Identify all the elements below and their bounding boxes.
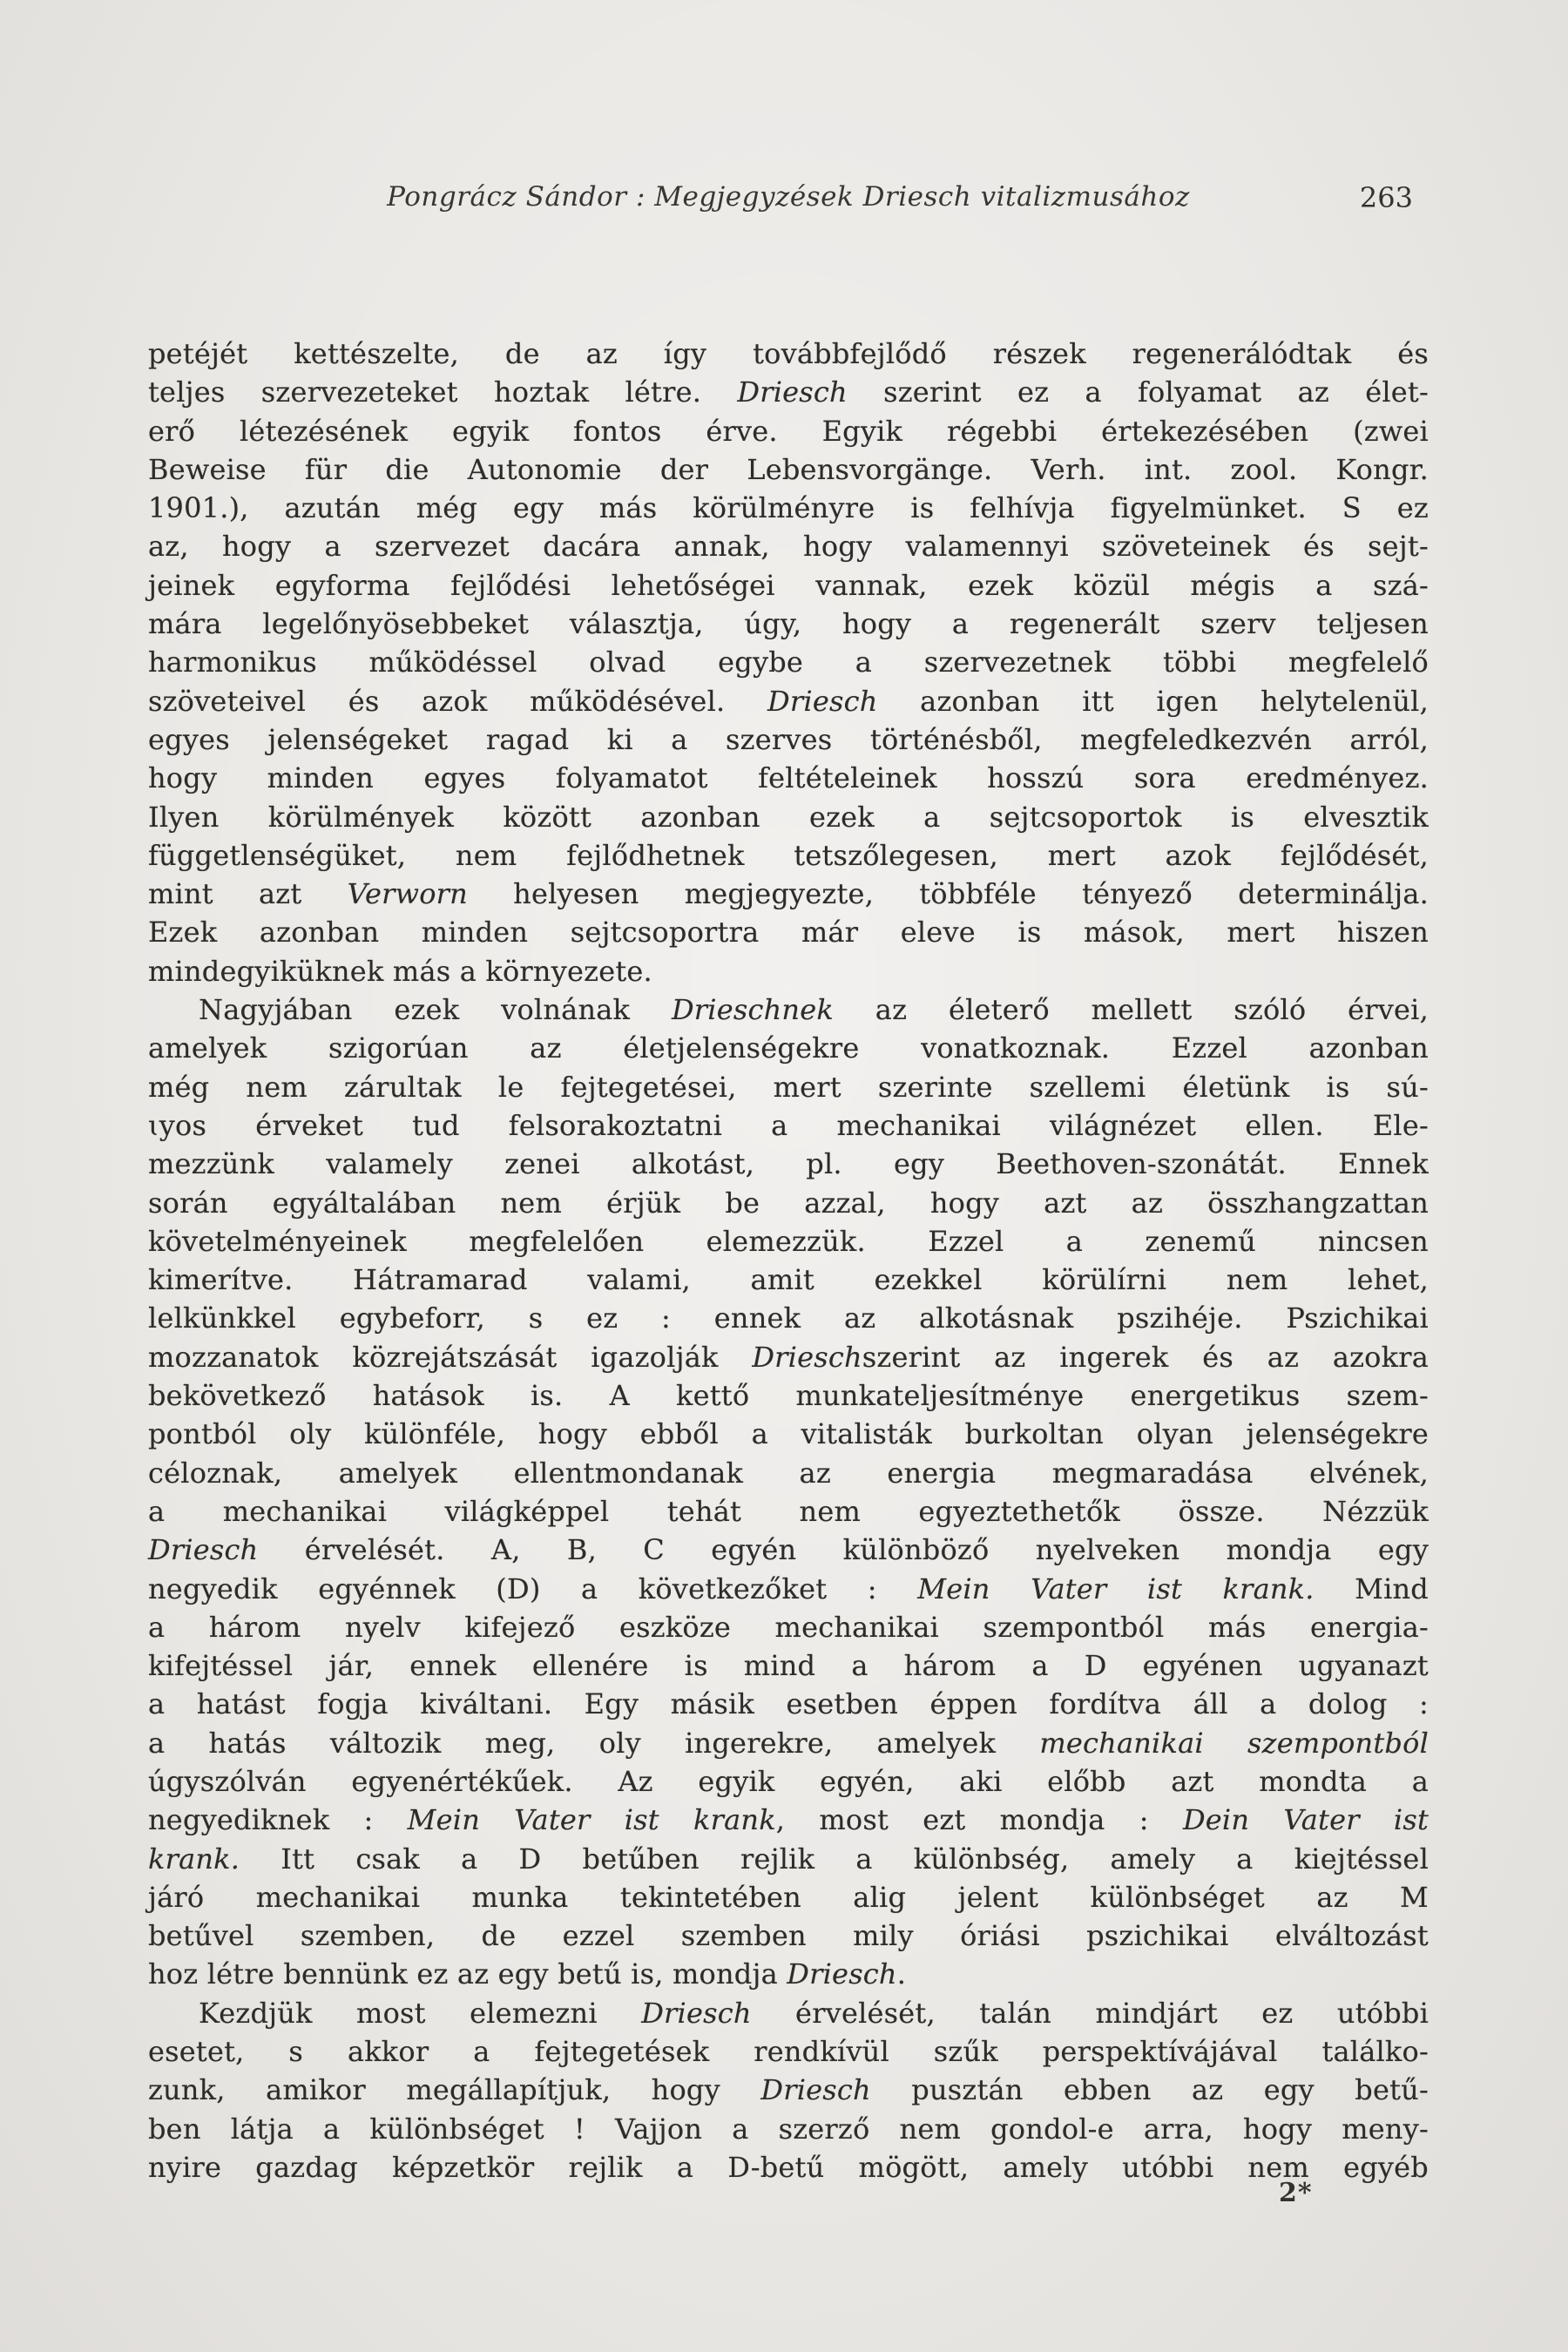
text-run: az életerő mellett szóló érvei, [833, 993, 1429, 1027]
text-line [148, 1029, 1429, 1067]
text-run: lelkünkkel egybeforr, s ez : ennek az alkotásnak pszihéje. Pszichikai [148, 1301, 1429, 1335]
text-line [148, 798, 1429, 836]
text-run: petéjét kettészelte, de az így továbbfejlődő részek regenerálódtak és [148, 337, 1429, 370]
text-run: kimerítve. Hátramarad valami, amit ezekkel körülírni nem lehet, [148, 1263, 1429, 1297]
text-line [148, 1916, 1429, 1955]
text-run: Driesch [760, 2073, 871, 2107]
text-line [148, 720, 1429, 759]
text-line [148, 2071, 1429, 2109]
text-run: mechanikai szempontból [1039, 1726, 1429, 1760]
text-run: a mechanikai világképpel tehát nem egyeztethetők össze. Nézzük [148, 1494, 1429, 1528]
text-run: pusztán ebben az egy betű- [870, 2073, 1429, 2107]
text-line [148, 1068, 1429, 1106]
text-line [148, 335, 1429, 373]
text-line [148, 1106, 1429, 1145]
text-line [148, 527, 1429, 565]
running-header [148, 181, 1429, 225]
text-run: Drieschnek [671, 993, 834, 1027]
text-line [148, 1724, 1429, 1762]
text-line [148, 1376, 1429, 1415]
text-run: helyesen megjegyezte, többféle tényező determinálja. [467, 877, 1429, 911]
page-body [148, 335, 1429, 2186]
text-run: kifejtéssel jár, ennek ellenére is mind a három a D egyénen ugyanazt [148, 1649, 1429, 1683]
text-run: Ezek azonban minden sejtcsoportra már eleve is mások, mert hiszen [148, 916, 1429, 950]
text-run: mindegyiküknek más a környezete. [148, 954, 652, 988]
text-run: esetet, s akkor a fejtegetések rendkívül szűk perspektívájával találko- [148, 2035, 1429, 2069]
text-run: Ilyen körülmények között azonban ezek a sejtcsoportok is elvesztik [148, 800, 1429, 834]
text-line [148, 952, 1429, 990]
text-run: betűvel szemben, de ezzel szemben mily óriási pszichikai elváltozást [148, 1919, 1429, 1953]
text-run: a hatás változik meg, oly ingerekre, amelyek [148, 1726, 1040, 1760]
text-run: Driesch [148, 1533, 259, 1567]
text-run: céloznak, amelyek ellentmondanak az energia megmaradása elvének, [148, 1456, 1429, 1490]
text-line [148, 1260, 1429, 1299]
text-run: mezzünk valamely zenei alkotást, pl. egy Beethoven-szonátát. Ennek [148, 1147, 1429, 1181]
text-run: Kezdjük most elemezni [199, 1996, 642, 2030]
text-line [148, 913, 1429, 951]
text-run: Driesch [641, 1996, 752, 2030]
text-line [148, 566, 1429, 605]
text-line [148, 643, 1429, 681]
text-line [148, 1492, 1429, 1531]
text-run: Dein Vater ist [1182, 1803, 1429, 1837]
text-run: Itt csak a D betűben rejlik a különbség, amely a kiejtéssel [240, 1842, 1429, 1876]
text-line [148, 836, 1429, 875]
text-line [148, 1878, 1429, 1916]
text-line [148, 682, 1429, 720]
text-line [148, 759, 1429, 797]
text-run: érvelését, talán mindjárt ez utóbbi [751, 1996, 1429, 2030]
text-run: . [896, 1957, 907, 1991]
text-line [148, 450, 1429, 489]
text-run: amelyek szigorúan az életjelenségekre vonatkoznak. Ezzel azonban [148, 1031, 1429, 1065]
text-run: mára legelőnyösebbeket választja, úgy, hogy a regenerált szerv teljesen [148, 607, 1429, 641]
text-line [148, 1338, 1429, 1376]
text-run: bekövetkező hatások is. A kettő munkateljesítménye energetikus szem- [148, 1379, 1429, 1413]
text-run: hogy minden egyes folyamatot feltételeinek hosszú sora eredményez. [148, 761, 1429, 795]
text-line [148, 1299, 1429, 1337]
text-line [148, 1994, 1429, 2032]
text-run: Driesch [737, 375, 848, 409]
text-run: során egyáltalában nem érjük be azzal, hogy azt az összhangzattan [148, 1186, 1429, 1220]
text-run: egyes jelenségeket ragad ki a szerves történésből, megfeledkezvén arról, [148, 722, 1429, 756]
text-run: Beweise für die Autonomie der Lebensvorgänge. Verh. int. zool. Kongr. [148, 452, 1429, 486]
text-run: 1901.), azután még egy más körülményre is felhívja figyelmünket. S ez [148, 491, 1429, 525]
text-run: a hatást fogja kiváltani. Egy másik esetben éppen fordítva áll a dolog : [148, 1687, 1429, 1721]
text-run: nyire gazdag képzetkör rejlik a D-betű mögött, amely utóbbi nem egyéb [148, 2150, 1429, 2184]
text-line [148, 990, 1429, 1029]
text-line [148, 1762, 1429, 1801]
text-line [148, 605, 1429, 643]
text-run: ben látja a különbséget ! Vajjon a szerző nem gondol-e arra, hogy meny- [148, 2112, 1429, 2146]
text-line [148, 1955, 1429, 1993]
text-run: Driesch [752, 1340, 862, 1374]
text-line [148, 1608, 1429, 1646]
text-run: erő létezésének egyik fontos érve. Egyik régebbi értekezésében (zwei [148, 414, 1429, 448]
text-run: azonban itt igen helytelenül, [877, 684, 1429, 718]
text-run: járó mechanikai munka tekintetében alig jelent különbséget az M [148, 1880, 1429, 1914]
header-title: Pongrácz Sándor : Megjegyzések Driesch vitalizmusához [387, 181, 1190, 213]
text-line [148, 1454, 1429, 1492]
signature-mark: 2* [1279, 2178, 1313, 2208]
text-line [148, 875, 1429, 913]
text-run: Driesch [787, 1957, 897, 1991]
text-run: Mein Vater ist krank. [917, 1571, 1315, 1605]
text-run: harmonikus működéssel olvad egybe a szervezetnek többi megfelelő [148, 645, 1429, 679]
text-run: krank. [148, 1842, 240, 1876]
text-line [148, 489, 1429, 527]
text-run: teljes szervezeteket hoztak létre. [148, 375, 738, 409]
text-run: jeinek egyforma fejlődési lehetőségei vannak, ezek közül mégis a szá- [148, 568, 1429, 602]
text-line [148, 373, 1429, 411]
text-run: követelményeinek megfelelően elemezzük. Ezzel a zenemű nincsen [148, 1224, 1429, 1258]
text-run: Mein Vater ist krank [407, 1803, 776, 1837]
text-line [148, 2148, 1429, 2186]
text-run: negyedik egyénnek (D) a következőket : [148, 1571, 918, 1605]
text-run: hoz létre bennünk ez az egy betű is, mondja [148, 1957, 787, 1991]
text-line [148, 1415, 1429, 1453]
text-line [148, 1801, 1429, 1839]
text-run: , most ezt mondja : [775, 1803, 1183, 1837]
text-line [148, 1646, 1429, 1685]
text-run: a három nyelv kifejező eszköze mechanikai szempontból más energia- [148, 1610, 1429, 1644]
text-run: ɩyos érveket tud felsorakoztatni a mechanikai világnézet ellen. Ele- [148, 1108, 1429, 1142]
text-run: úgyszólván egyenértékűek. Az egyik egyén, aki előbb azt mondta a [148, 1764, 1429, 1798]
text-run: negyediknek : [148, 1803, 408, 1837]
text-run: függetlenségüket, nem fejlődhetnek tetszőlegesen, mert azok fejlődését, [148, 838, 1429, 872]
text-run: érvelését. A, B, C egyén különböző nyelveken mondja egy [258, 1533, 1429, 1567]
text-run: Driesch [767, 684, 878, 718]
text-run: Mind [1314, 1571, 1429, 1605]
text-run: Verworn [347, 877, 468, 911]
text-line [148, 412, 1429, 450]
text-line [148, 2032, 1429, 2071]
text-run: Nagyjában ezek volnának [199, 993, 672, 1027]
text-line [148, 1184, 1429, 1222]
text-run: pontból oly különféle, hogy ebből a vitalisták burkoltan olyan jelenségekre [148, 1417, 1429, 1451]
text-run: mozzanatok közrejátszását igazolják [148, 1340, 753, 1374]
text-run: még nem zárultak le fejtegetései, mert szerinte szellemi életünk is sú- [148, 1070, 1429, 1104]
text-line [148, 1531, 1429, 1569]
text-line [148, 1685, 1429, 1723]
text-run: szerint ez a folyamat az élet- [847, 375, 1429, 409]
text-run: zunk, amikor megállapítjuk, hogy [148, 2073, 761, 2107]
text-run: szöveteivel és azok működésével. [148, 684, 768, 718]
text-line [148, 2110, 1429, 2148]
text-line [148, 1145, 1429, 1183]
page-number: 263 [1359, 181, 1413, 214]
text-line [148, 1222, 1429, 1260]
text-run: az, hogy a szervezet dacára annak, hogy valamennyi szöveteinek és sejt- [148, 530, 1429, 564]
text-run: szerint az ingerek és az azokra [862, 1340, 1429, 1374]
text-line [148, 1840, 1429, 1878]
text-line [148, 1570, 1429, 1608]
text-run: mint azt [148, 877, 348, 911]
